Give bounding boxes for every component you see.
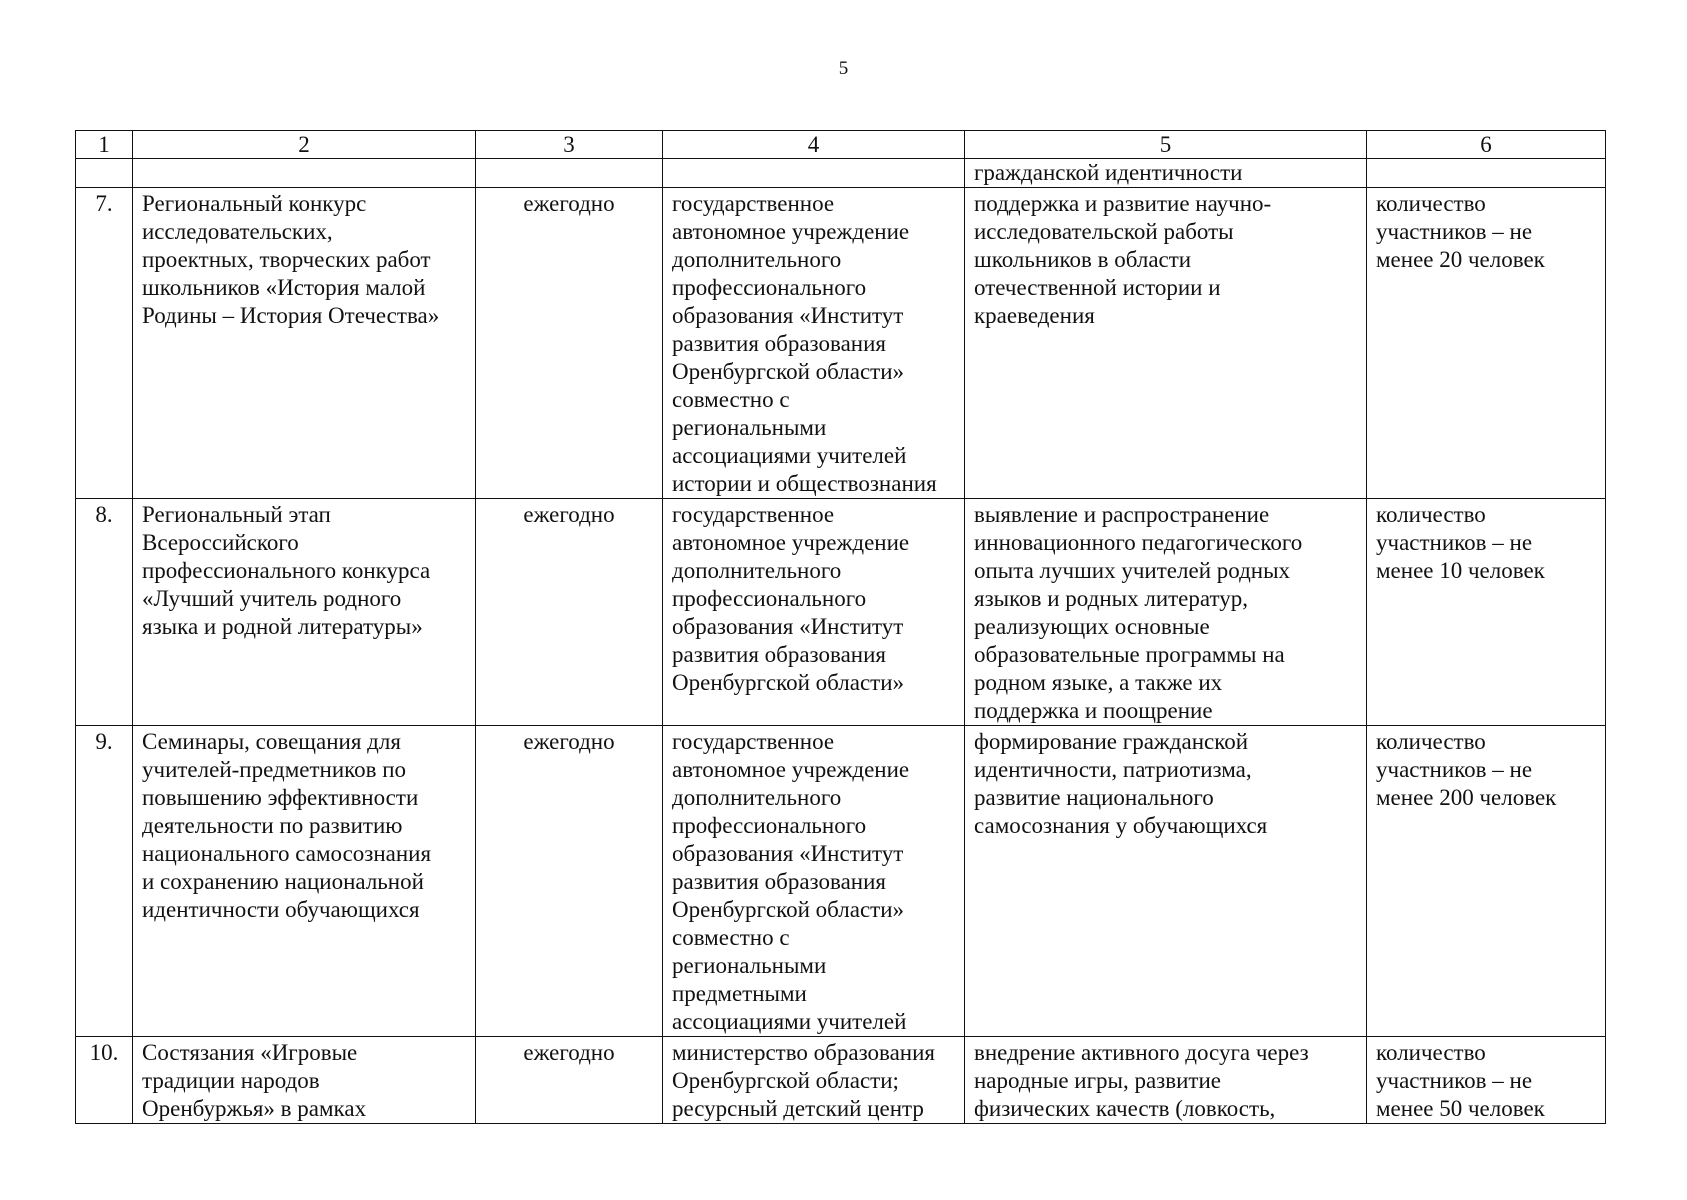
period-cell: ежегодно [476,499,663,726]
table-cell [663,159,965,188]
table-cell [476,159,663,188]
row-number-cell: 10. [76,1037,133,1124]
indicator-cell: количество участников – не менее 20 человек [1367,188,1606,499]
table-cell [76,159,133,188]
period-cell: ежегодно [476,726,663,1037]
column-header: 4 [663,131,965,159]
purpose-cell: поддержка и развитие научно- исследовательской работы школьников в области отечественной истории и краеведения [965,188,1367,499]
table-row-continuation [76,159,1606,188]
executor-cell: министерство образования Оренбургской области; ресурсный детский центр [663,1037,965,1124]
measure-name-cell: Региональный этап Всероссийского профессионального конкурса «Лучший учитель родного языка и родной литературы» [133,499,476,726]
indicator-cell: количество участников – не менее 10 человек [1367,499,1606,726]
indicator-cell: количество участников – не менее 50 человек [1367,1037,1606,1124]
page-number: 5 [838,58,849,79]
table-cell [133,159,476,188]
row-number-cell: 9. [76,726,133,1037]
purpose-cell: выявление и распространение инновационного педагогического опыта лучших учителей родных языков и родных литератур, реализующих основные образовательные программы на родном языке, а также их поддержка и поощрение [965,499,1367,726]
executor-cell: государственное автономное учреждение дополнительного профессионального образования «Институт развития образования Оренбургской области» совместно с региональными ассоциациями учителей истории и обществознания [663,188,965,499]
table-header-row [76,131,1606,159]
column-header: 2 [133,131,476,159]
executor-cell: государственное автономное учреждение дополнительного профессионального образования «Институт развития образования Оренбургской области» [663,499,965,726]
row-number-cell: 7. [76,188,133,499]
table-row [76,188,1606,499]
table-row [76,726,1606,1037]
measures-table [75,130,1606,1124]
column-header: 6 [1367,131,1606,159]
purpose-cell: гражданской идентичности [965,159,1367,188]
row-number-cell: 8. [76,499,133,726]
column-header: 3 [476,131,663,159]
measure-name-cell: Региональный конкурс исследовательских, проектных, творческих работ школьников «История малой Родины – История Отечества» [133,188,476,499]
purpose-cell: формирование гражданской идентичности, патриотизма, развитие национального самосознания у обучающихся [965,726,1367,1037]
column-header: 5 [965,131,1367,159]
measure-name-cell: Состязания «Игровые традиции народов Оренбуржья» в рамках [133,1037,476,1124]
purpose-cell: внедрение активного досуга через народные игры, развитие физических качеств (ловкость, [965,1037,1367,1124]
table-row [76,1037,1606,1124]
period-cell: ежегодно [476,188,663,499]
column-header: 1 [76,131,133,159]
table-row [76,499,1606,726]
period-cell: ежегодно [476,1037,663,1124]
indicator-cell: количество участников – не менее 200 человек [1367,726,1606,1037]
executor-cell: государственное автономное учреждение дополнительного профессионального образования «Институт развития образования Оренбургской области» совместно с региональными предметными ассоциациями учителей [663,726,965,1037]
table-cell [1367,159,1606,188]
measure-name-cell: Семинары, совещания для учителей-предметников по повышению эффективности деятельности по развитию национального самосознания и сохранению национальной идентичности обучающихся [133,726,476,1037]
